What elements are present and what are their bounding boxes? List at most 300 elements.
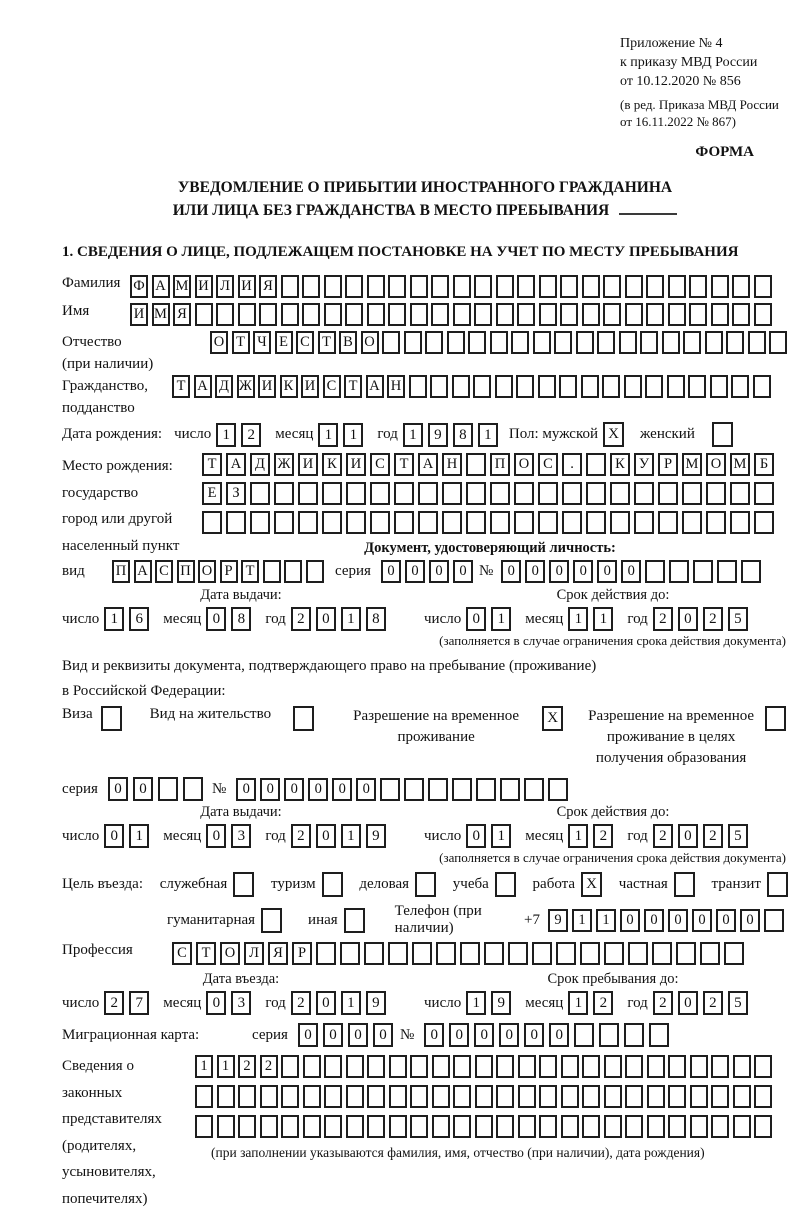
char-cell[interactable]: 2: [260, 1055, 278, 1078]
char-cell[interactable]: [576, 331, 594, 354]
char-cell[interactable]: 1: [572, 909, 592, 932]
char-cell[interactable]: 0: [621, 560, 641, 583]
char-cell[interactable]: [410, 275, 428, 298]
char-cell[interactable]: Н: [387, 375, 405, 398]
sex-male-checkbox[interactable]: X: [603, 422, 624, 447]
char-cell[interactable]: [554, 331, 572, 354]
char-cell[interactable]: [582, 1085, 600, 1108]
char-cell[interactable]: С: [172, 942, 192, 965]
char-cell[interactable]: [346, 1085, 364, 1108]
char-cell[interactable]: 1: [341, 824, 361, 848]
char-cell[interactable]: [562, 511, 582, 534]
char-cell[interactable]: [732, 275, 750, 298]
char-cell[interactable]: 1: [568, 607, 588, 631]
char-cell[interactable]: 5: [728, 991, 748, 1015]
char-cell[interactable]: [453, 1055, 471, 1078]
char-cell[interactable]: [474, 303, 492, 326]
char-cell[interactable]: И: [130, 303, 148, 326]
char-cell[interactable]: [624, 375, 642, 398]
char-cell[interactable]: [324, 1055, 342, 1078]
char-cell[interactable]: [195, 1085, 213, 1108]
char-cell[interactable]: [511, 331, 529, 354]
char-cell[interactable]: 2: [703, 991, 723, 1015]
char-cell[interactable]: 0: [474, 1023, 494, 1047]
char-cell[interactable]: [260, 1115, 278, 1138]
char-cell[interactable]: 0: [206, 824, 226, 848]
char-cell[interactable]: [582, 1055, 600, 1078]
char-cell[interactable]: С: [323, 375, 341, 398]
char-cell[interactable]: 2: [241, 423, 261, 447]
char-cell[interactable]: [346, 1115, 364, 1138]
char-cell[interactable]: [389, 1085, 407, 1108]
char-cell[interactable]: И: [346, 453, 366, 476]
char-cell[interactable]: 0: [429, 560, 449, 583]
char-cell[interactable]: [303, 1115, 321, 1138]
char-cell[interactable]: [532, 942, 552, 965]
char-cell[interactable]: И: [195, 275, 213, 298]
char-cell[interactable]: [367, 1085, 385, 1108]
purpose-humanitarian-checkbox[interactable]: [261, 908, 282, 933]
char-cell[interactable]: [460, 942, 480, 965]
char-cell[interactable]: [274, 511, 294, 534]
char-cell[interactable]: [754, 1085, 772, 1108]
char-cell[interactable]: Д: [250, 453, 270, 476]
char-cell[interactable]: [610, 511, 630, 534]
char-cell[interactable]: [754, 303, 772, 326]
char-cell[interactable]: [517, 303, 535, 326]
char-cell[interactable]: [539, 275, 557, 298]
char-cell[interactable]: [602, 375, 620, 398]
char-cell[interactable]: [453, 1085, 471, 1108]
char-cell[interactable]: 1: [343, 423, 363, 447]
char-cell[interactable]: 1: [216, 423, 236, 447]
char-cell[interactable]: 1: [217, 1055, 235, 1078]
char-cell[interactable]: [754, 1055, 772, 1078]
char-cell[interactable]: Л: [216, 275, 234, 298]
char-cell[interactable]: [195, 303, 213, 326]
char-cell[interactable]: М: [152, 303, 170, 326]
char-cell[interactable]: [668, 1055, 686, 1078]
char-cell[interactable]: И: [258, 375, 276, 398]
char-cell[interactable]: 0: [332, 778, 352, 801]
char-cell[interactable]: [561, 1055, 579, 1078]
char-cell[interactable]: 3: [231, 991, 251, 1015]
char-cell[interactable]: 0: [381, 560, 401, 583]
char-cell[interactable]: [556, 942, 576, 965]
char-cell[interactable]: [158, 777, 178, 801]
char-cell[interactable]: [303, 1085, 321, 1108]
char-cell[interactable]: 0: [316, 991, 336, 1015]
char-cell[interactable]: [389, 1115, 407, 1138]
char-cell[interactable]: 1: [466, 991, 486, 1015]
char-cell[interactable]: Я: [259, 275, 277, 298]
char-cell[interactable]: [216, 303, 234, 326]
char-cell[interactable]: [217, 1115, 235, 1138]
char-cell[interactable]: [370, 511, 390, 534]
char-cell[interactable]: [562, 482, 582, 505]
char-cell[interactable]: 0: [133, 777, 153, 801]
char-cell[interactable]: [731, 375, 749, 398]
blank-underline[interactable]: [619, 199, 677, 215]
char-cell[interactable]: [689, 275, 707, 298]
char-cell[interactable]: [466, 482, 486, 505]
char-cell[interactable]: [490, 331, 508, 354]
char-cell[interactable]: .: [562, 453, 582, 476]
char-cell[interactable]: 0: [104, 824, 124, 848]
char-cell[interactable]: [619, 331, 637, 354]
char-cell[interactable]: [260, 1085, 278, 1108]
char-cell[interactable]: 0: [298, 1023, 318, 1047]
char-cell[interactable]: [394, 482, 414, 505]
char-cell[interactable]: [303, 1055, 321, 1078]
char-cell[interactable]: П: [490, 453, 510, 476]
char-cell[interactable]: 0: [206, 991, 226, 1015]
char-cell[interactable]: [410, 303, 428, 326]
char-cell[interactable]: 0: [549, 1023, 569, 1047]
char-cell[interactable]: 1: [403, 423, 423, 447]
char-cell[interactable]: 1: [341, 991, 361, 1015]
char-cell[interactable]: С: [155, 560, 173, 583]
char-cell[interactable]: О: [361, 331, 379, 354]
char-cell[interactable]: 0: [678, 607, 698, 631]
char-cell[interactable]: [561, 1085, 579, 1108]
char-cell[interactable]: 1: [596, 909, 616, 932]
char-cell[interactable]: [250, 482, 270, 505]
char-cell[interactable]: 0: [284, 778, 304, 801]
char-cell[interactable]: [302, 303, 320, 326]
char-cell[interactable]: [468, 331, 486, 354]
char-cell[interactable]: [683, 331, 701, 354]
char-cell[interactable]: Б: [754, 453, 774, 476]
char-cell[interactable]: [452, 375, 470, 398]
char-cell[interactable]: Т: [172, 375, 190, 398]
char-cell[interactable]: 0: [449, 1023, 469, 1047]
char-cell[interactable]: [690, 1085, 708, 1108]
char-cell[interactable]: [586, 482, 606, 505]
char-cell[interactable]: [496, 1085, 514, 1108]
char-cell[interactable]: Ж: [237, 375, 255, 398]
char-cell[interactable]: [624, 1023, 644, 1047]
char-cell[interactable]: [682, 511, 702, 534]
char-cell[interactable]: О: [706, 453, 726, 476]
char-cell[interactable]: 1: [568, 991, 588, 1015]
char-cell[interactable]: 0: [678, 824, 698, 848]
char-cell[interactable]: [682, 482, 702, 505]
char-cell[interactable]: С: [538, 453, 558, 476]
char-cell[interactable]: 1: [129, 824, 149, 848]
char-cell[interactable]: [730, 482, 750, 505]
char-cell[interactable]: 2: [653, 824, 673, 848]
char-cell[interactable]: 0: [206, 607, 226, 631]
char-cell[interactable]: [581, 375, 599, 398]
char-cell[interactable]: Т: [318, 331, 336, 354]
purpose-transit-checkbox[interactable]: [767, 872, 788, 897]
char-cell[interactable]: 0: [573, 560, 593, 583]
char-cell[interactable]: [453, 303, 471, 326]
char-cell[interactable]: [676, 942, 696, 965]
char-cell[interactable]: [410, 1115, 428, 1138]
char-cell[interactable]: [367, 1055, 385, 1078]
char-cell[interactable]: 1: [478, 423, 498, 447]
char-cell[interactable]: [447, 331, 465, 354]
char-cell[interactable]: [754, 482, 774, 505]
char-cell[interactable]: 0: [356, 778, 376, 801]
char-cell[interactable]: [586, 511, 606, 534]
char-cell[interactable]: [539, 1115, 557, 1138]
char-cell[interactable]: 1: [104, 607, 124, 631]
char-cell[interactable]: 0: [501, 560, 521, 583]
char-cell[interactable]: 0: [620, 909, 640, 932]
char-cell[interactable]: [658, 511, 678, 534]
char-cell[interactable]: Т: [344, 375, 362, 398]
char-cell[interactable]: [516, 375, 534, 398]
char-cell[interactable]: [389, 1055, 407, 1078]
char-cell[interactable]: 0: [308, 778, 328, 801]
char-cell[interactable]: [610, 482, 630, 505]
char-cell[interactable]: Т: [241, 560, 259, 583]
char-cell[interactable]: О: [514, 453, 534, 476]
char-cell[interactable]: В: [339, 331, 357, 354]
char-cell[interactable]: [625, 275, 643, 298]
char-cell[interactable]: [226, 511, 246, 534]
char-cell[interactable]: П: [112, 560, 130, 583]
char-cell[interactable]: 0: [668, 909, 688, 932]
char-cell[interactable]: [688, 375, 706, 398]
temp-residence-edu-checkbox[interactable]: [765, 706, 786, 731]
char-cell[interactable]: [599, 1023, 619, 1047]
char-cell[interactable]: [524, 778, 544, 801]
char-cell[interactable]: [514, 511, 534, 534]
char-cell[interactable]: 0: [692, 909, 712, 932]
char-cell[interactable]: [625, 1085, 643, 1108]
char-cell[interactable]: [706, 511, 726, 534]
char-cell[interactable]: [658, 482, 678, 505]
char-cell[interactable]: 1: [195, 1055, 213, 1078]
char-cell[interactable]: [195, 1115, 213, 1138]
char-cell[interactable]: 0: [678, 991, 698, 1015]
char-cell[interactable]: 0: [716, 909, 736, 932]
char-cell[interactable]: [500, 778, 520, 801]
char-cell[interactable]: [388, 275, 406, 298]
char-cell[interactable]: [345, 303, 363, 326]
char-cell[interactable]: 0: [549, 560, 569, 583]
char-cell[interactable]: [689, 303, 707, 326]
char-cell[interactable]: [202, 511, 222, 534]
char-cell[interactable]: [475, 1085, 493, 1108]
char-cell[interactable]: [649, 1023, 669, 1047]
char-cell[interactable]: [281, 1085, 299, 1108]
char-cell[interactable]: 9: [428, 423, 448, 447]
char-cell[interactable]: [741, 560, 761, 583]
char-cell[interactable]: [586, 453, 606, 476]
char-cell[interactable]: Я: [173, 303, 191, 326]
char-cell[interactable]: О: [220, 942, 240, 965]
char-cell[interactable]: [514, 482, 534, 505]
char-cell[interactable]: [432, 1115, 450, 1138]
char-cell[interactable]: [484, 942, 504, 965]
char-cell[interactable]: [388, 942, 408, 965]
char-cell[interactable]: 2: [703, 824, 723, 848]
char-cell[interactable]: К: [280, 375, 298, 398]
char-cell[interactable]: [263, 560, 281, 583]
char-cell[interactable]: [430, 375, 448, 398]
char-cell[interactable]: 8: [366, 607, 386, 631]
char-cell[interactable]: [238, 1115, 256, 1138]
char-cell[interactable]: [508, 942, 528, 965]
char-cell[interactable]: [539, 1085, 557, 1108]
char-cell[interactable]: [364, 942, 384, 965]
visa-checkbox[interactable]: [101, 706, 122, 731]
char-cell[interactable]: [647, 1085, 665, 1108]
char-cell[interactable]: [690, 1055, 708, 1078]
char-cell[interactable]: 2: [653, 607, 673, 631]
char-cell[interactable]: Т: [196, 942, 216, 965]
char-cell[interactable]: М: [682, 453, 702, 476]
char-cell[interactable]: У: [634, 453, 654, 476]
char-cell[interactable]: 2: [104, 991, 124, 1015]
char-cell[interactable]: [711, 275, 729, 298]
char-cell[interactable]: [431, 275, 449, 298]
char-cell[interactable]: [306, 560, 324, 583]
char-cell[interactable]: [700, 942, 720, 965]
char-cell[interactable]: [640, 331, 658, 354]
char-cell[interactable]: [345, 275, 363, 298]
char-cell[interactable]: С: [296, 331, 314, 354]
char-cell[interactable]: [711, 1115, 729, 1138]
char-cell[interactable]: Ч: [253, 331, 271, 354]
char-cell[interactable]: [711, 1055, 729, 1078]
purpose-tourism-checkbox[interactable]: [322, 872, 343, 897]
char-cell[interactable]: А: [134, 560, 152, 583]
char-cell[interactable]: [647, 1055, 665, 1078]
char-cell[interactable]: [183, 777, 203, 801]
char-cell[interactable]: [367, 275, 385, 298]
char-cell[interactable]: И: [238, 275, 256, 298]
char-cell[interactable]: [322, 511, 342, 534]
char-cell[interactable]: 8: [231, 607, 251, 631]
char-cell[interactable]: 7: [129, 991, 149, 1015]
char-cell[interactable]: 0: [108, 777, 128, 801]
char-cell[interactable]: 0: [525, 560, 545, 583]
char-cell[interactable]: [466, 511, 486, 534]
char-cell[interactable]: И: [298, 453, 318, 476]
char-cell[interactable]: 0: [740, 909, 760, 932]
char-cell[interactable]: [597, 331, 615, 354]
char-cell[interactable]: [690, 1115, 708, 1138]
char-cell[interactable]: [582, 275, 600, 298]
char-cell[interactable]: 1: [491, 607, 511, 631]
char-cell[interactable]: Т: [202, 453, 222, 476]
char-cell[interactable]: С: [370, 453, 390, 476]
purpose-official-checkbox[interactable]: [233, 872, 254, 897]
char-cell[interactable]: [432, 1055, 450, 1078]
char-cell[interactable]: [496, 275, 514, 298]
char-cell[interactable]: 0: [644, 909, 664, 932]
char-cell[interactable]: Т: [232, 331, 250, 354]
char-cell[interactable]: [748, 331, 766, 354]
char-cell[interactable]: 5: [728, 824, 748, 848]
char-cell[interactable]: 8: [453, 423, 473, 447]
char-cell[interactable]: [404, 331, 422, 354]
char-cell[interactable]: 2: [703, 607, 723, 631]
char-cell[interactable]: [668, 1115, 686, 1138]
char-cell[interactable]: Я: [268, 942, 288, 965]
char-cell[interactable]: 0: [260, 778, 280, 801]
char-cell[interactable]: 2: [238, 1055, 256, 1078]
char-cell[interactable]: 0: [499, 1023, 519, 1047]
char-cell[interactable]: Н: [442, 453, 462, 476]
char-cell[interactable]: [474, 275, 492, 298]
char-cell[interactable]: [538, 482, 558, 505]
char-cell[interactable]: [668, 275, 686, 298]
char-cell[interactable]: [281, 275, 299, 298]
char-cell[interactable]: М: [730, 453, 750, 476]
char-cell[interactable]: [548, 778, 568, 801]
char-cell[interactable]: [669, 560, 689, 583]
char-cell[interactable]: 0: [323, 1023, 343, 1047]
char-cell[interactable]: 2: [291, 607, 311, 631]
char-cell[interactable]: 9: [366, 824, 386, 848]
char-cell[interactable]: [710, 375, 728, 398]
char-cell[interactable]: 2: [291, 824, 311, 848]
char-cell[interactable]: 6: [129, 607, 149, 631]
char-cell[interactable]: Ж: [274, 453, 294, 476]
char-cell[interactable]: [453, 275, 471, 298]
char-cell[interactable]: [428, 778, 448, 801]
char-cell[interactable]: [324, 1085, 342, 1108]
char-cell[interactable]: [645, 375, 663, 398]
char-cell[interactable]: [603, 275, 621, 298]
char-cell[interactable]: [517, 275, 535, 298]
char-cell[interactable]: [490, 482, 510, 505]
char-cell[interactable]: 1: [341, 607, 361, 631]
char-cell[interactable]: [346, 1055, 364, 1078]
char-cell[interactable]: [539, 303, 557, 326]
char-cell[interactable]: [496, 303, 514, 326]
char-cell[interactable]: [382, 331, 400, 354]
char-cell[interactable]: [706, 482, 726, 505]
char-cell[interactable]: [628, 942, 648, 965]
sex-female-checkbox[interactable]: [712, 422, 733, 447]
char-cell[interactable]: [625, 303, 643, 326]
char-cell[interactable]: А: [152, 275, 170, 298]
char-cell[interactable]: 1: [491, 824, 511, 848]
char-cell[interactable]: [538, 511, 558, 534]
char-cell[interactable]: [518, 1085, 536, 1108]
char-cell[interactable]: 5: [728, 607, 748, 631]
char-cell[interactable]: [418, 482, 438, 505]
char-cell[interactable]: [281, 1115, 299, 1138]
char-cell[interactable]: [453, 1115, 471, 1138]
char-cell[interactable]: 0: [405, 560, 425, 583]
char-cell[interactable]: [432, 1085, 450, 1108]
char-cell[interactable]: [604, 942, 624, 965]
char-cell[interactable]: 0: [597, 560, 617, 583]
char-cell[interactable]: Р: [220, 560, 238, 583]
char-cell[interactable]: [769, 331, 787, 354]
char-cell[interactable]: 3: [231, 824, 251, 848]
char-cell[interactable]: [410, 1085, 428, 1108]
char-cell[interactable]: 0: [424, 1023, 444, 1047]
char-cell[interactable]: [412, 942, 432, 965]
char-cell[interactable]: [662, 331, 680, 354]
char-cell[interactable]: М: [173, 275, 191, 298]
char-cell[interactable]: Т: [394, 453, 414, 476]
char-cell[interactable]: 0: [466, 824, 486, 848]
char-cell[interactable]: К: [322, 453, 342, 476]
char-cell[interactable]: З: [226, 482, 246, 505]
char-cell[interactable]: О: [210, 331, 228, 354]
